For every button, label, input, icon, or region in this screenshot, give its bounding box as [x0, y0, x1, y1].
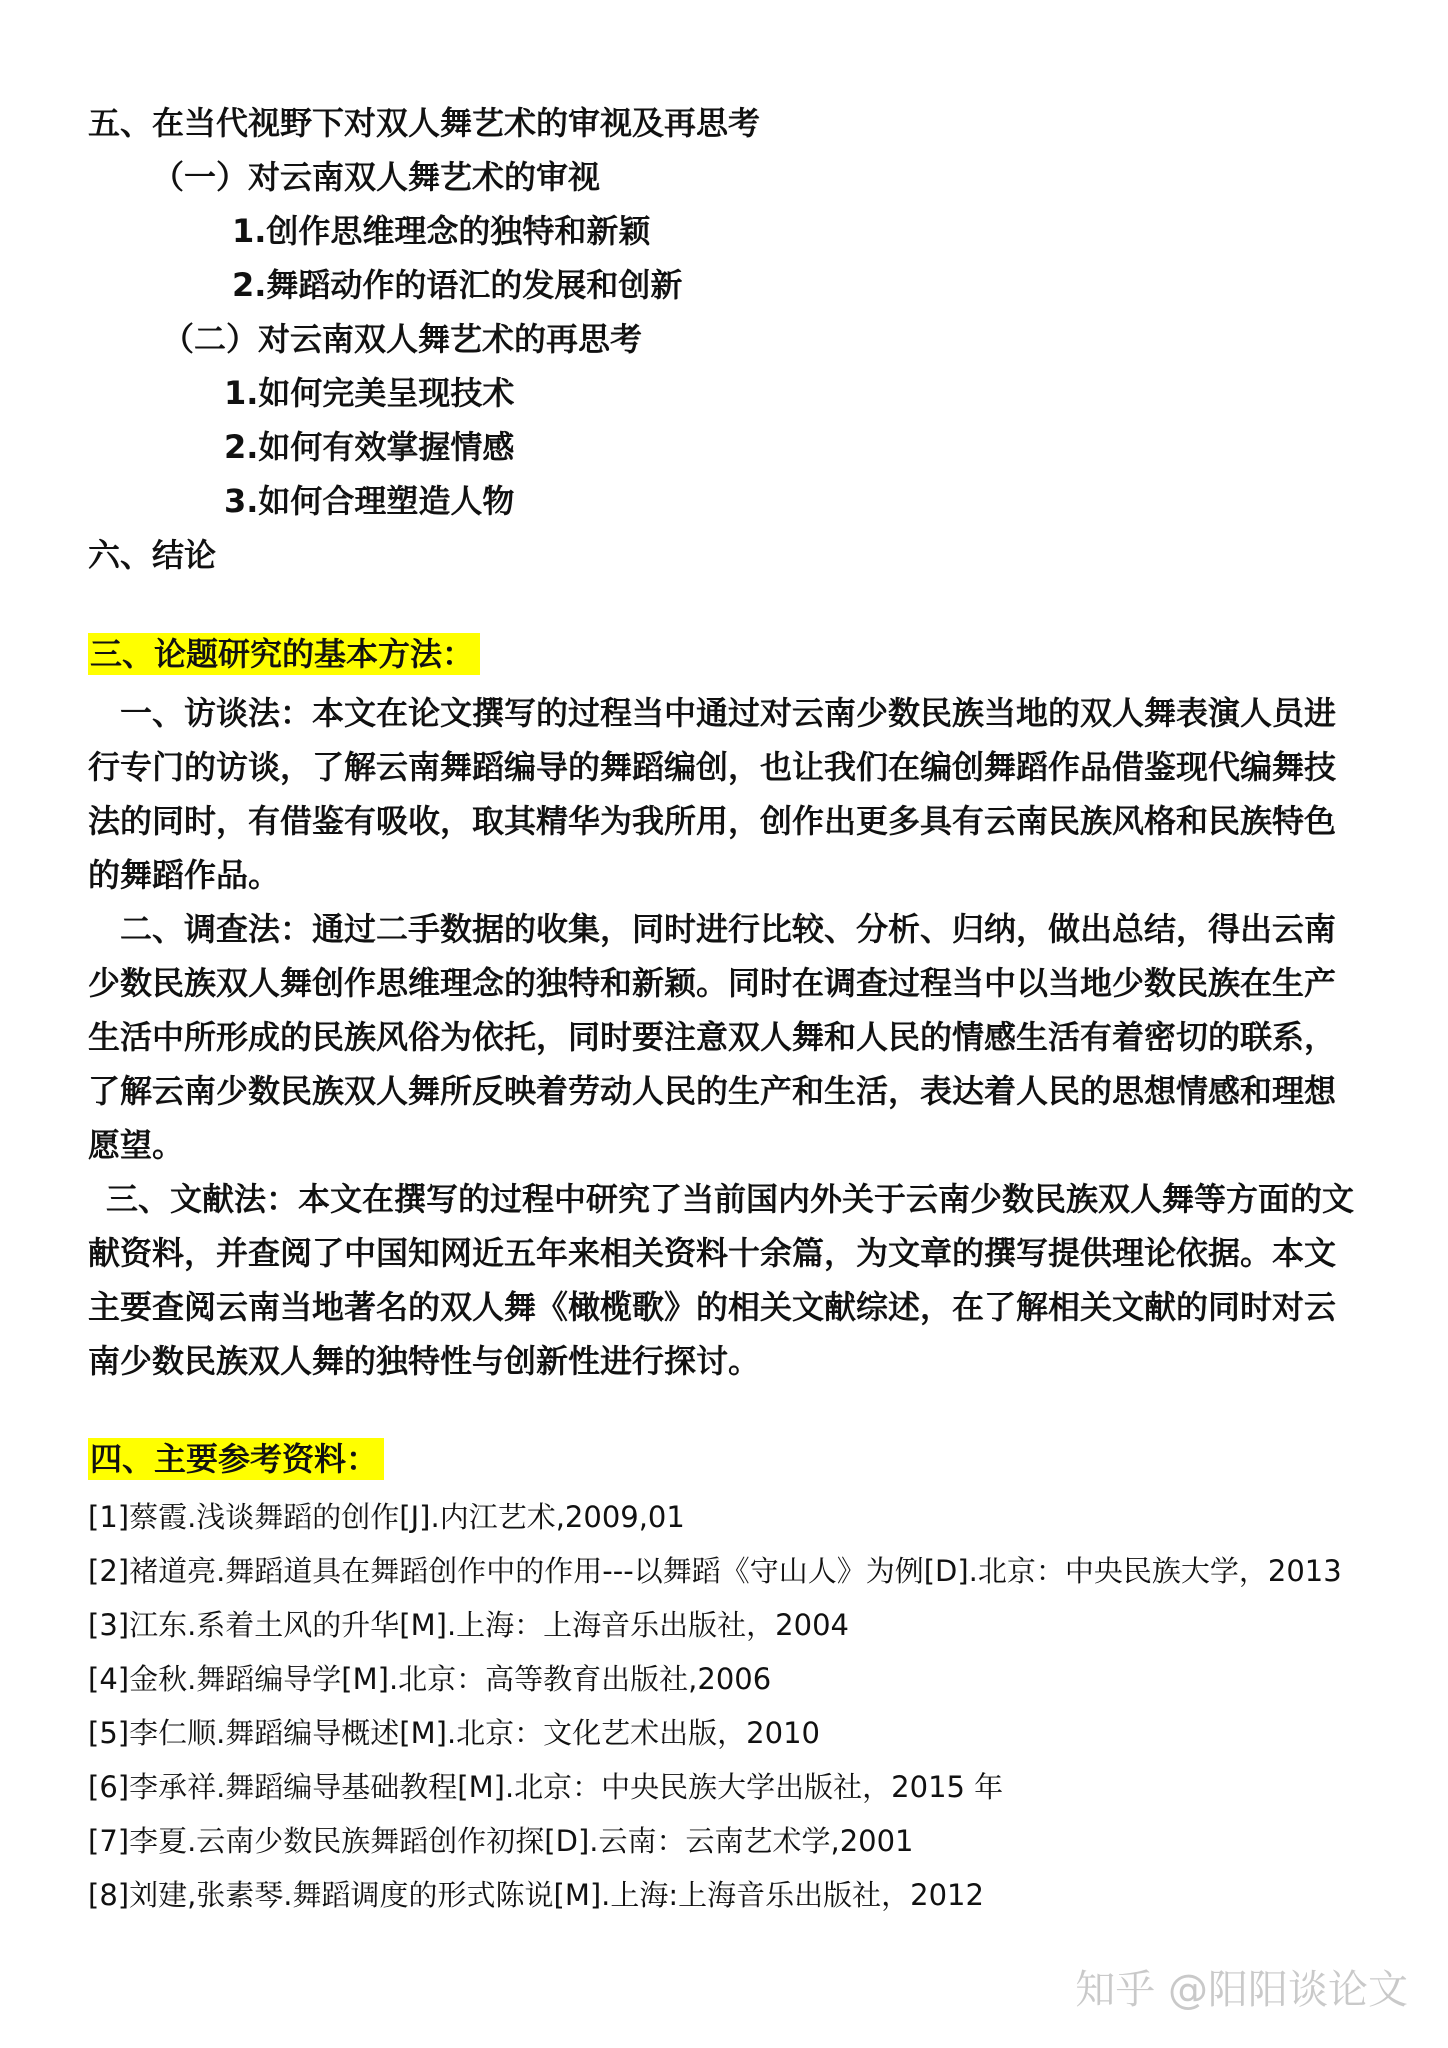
methods-heading [88, 627, 480, 681]
outline-heading-6: 六、结论 [88, 536, 217, 574]
reference-item-6: [6]李承祥.舞蹈编导基础教程[M].北京：中央民族大学出版社，2015 年 [88, 1770, 1004, 1804]
reference-item-5: [5]李仁顺.舞蹈编导概述[M].北京：文化艺术出版，2010 [88, 1716, 820, 1750]
outline-item-5-2-3: 3.如何合理塑造人物 [224, 482, 515, 520]
outline-item-5-1-1: 1.创作思维理念的独特和新颖 [232, 212, 651, 250]
methods-paragraph-interview: 一、访谈法：本文在论文撰写的过程当中通过对云南少数民族当地的双人舞表演人员进行专门的访谈，了解云南舞蹈编导的舞蹈编创，也让我们在编创舞蹈作品借鉴现代编舞技法的同时，有借鉴有吸收，取其精华为我所用，创作出更多具有云南民族风格和民族特色的舞蹈作品。 [88, 694, 1337, 894]
reference-item-1: [1]蔡霞.浅谈舞蹈的创作[J].内江艺术,2009,01 [88, 1500, 685, 1534]
outline-subheading-5-2: （二）对云南双人舞艺术的再思考 [162, 320, 643, 358]
outline-item-5-1-2: 2.舞蹈动作的语汇的发展和创新 [232, 266, 683, 304]
outline-item-5-2-1: 1.如何完美呈现技术 [224, 374, 515, 412]
reference-item-7: [7]李夏.云南少数民族舞蹈创作初探[D].云南：云南艺术学,2001 [88, 1824, 914, 1858]
methods-heading-text: 三、论题研究的基本方法： [88, 633, 480, 675]
methods-paragraph-survey: 二、调查法：通过二手数据的收集，同时进行比较、分析、归纳，做出总结，得出云南少数民族双人舞创作思维理念的独特和新颖。同时在调查过程当中以当地少数民族在生产生活中所形成的民族风俗为依托，同时要注意双人舞和人民的情感生活有着密切的联系，了解云南少数民族双人舞所反映着劳动人民的生产和生活，表达着人民的思想情感和理想愿望。 [88, 910, 1337, 1164]
outline-item-5-2-2: 2.如何有效掌握情感 [224, 428, 515, 466]
outline-heading-5: 五、在当代视野下对双人舞艺术的审视及再思考 [88, 104, 761, 142]
watermark: 知乎 @阳阳谈论文 [1075, 1967, 1408, 2013]
references-heading [88, 1432, 384, 1486]
reference-item-4: [4]金秋.舞蹈编导学[M].北京：高等教育出版社,2006 [88, 1662, 772, 1696]
methods-paragraph-literature: 三、文献法：本文在撰写的过程中研究了当前国内外关于云南少数民族双人舞等方面的文献资料，并查阅了中国知网近五年来相关资料十余篇，为文章的撰写提供理论依据。本文主要查阅云南当地著名的双人舞《橄榄歌》的相关文献综述，在了解相关文献的同时对云南少数民族双人舞的独特性与创新性进行探讨。 [88, 1180, 1355, 1380]
references-heading-text: 四、主要参考资料： [88, 1438, 384, 1480]
reference-item-2: [2]褚道亮.舞蹈道具在舞蹈创作中的作用---以舞蹈《守山人》为例[D].北京：中央民族大学，2013 [88, 1554, 1342, 1588]
reference-item-3: [3]江东.系着土风的升华[M].上海：上海音乐出版社，2004 [88, 1608, 849, 1642]
reference-item-8: [8]刘建,张素琴.舞蹈调度的形式陈说[M].上海:上海音乐出版社，2012 [88, 1878, 984, 1912]
outline-subheading-5-1: （一）对云南双人舞艺术的审视 [152, 158, 601, 196]
